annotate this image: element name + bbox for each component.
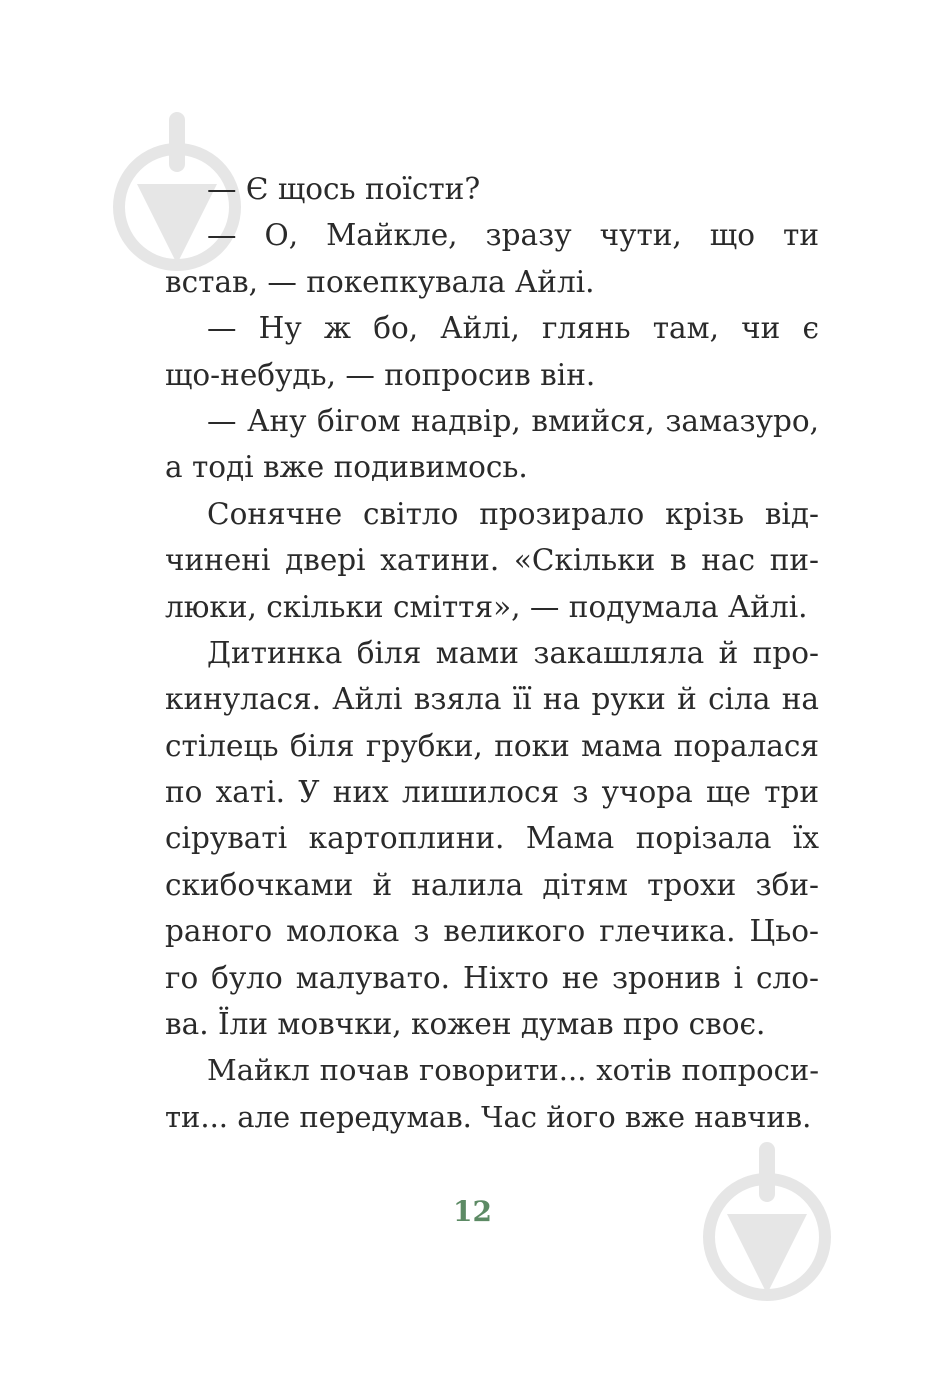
text-line: а тоді вже подивимось. <box>165 450 528 485</box>
text-line: — Ну ж бо, Айлі, глянь там, чи є <box>207 311 819 346</box>
text-line: скибочками й налила дітям трохи зби- <box>165 867 819 902</box>
text-line: встав, — покепкувала Айлі. <box>165 264 595 299</box>
text-line: ти... але передумав. Час його вже навчив. <box>165 1099 812 1134</box>
text-line: — Є щось поїсти? <box>207 172 481 206</box>
text-line: Дитинка біля мами закашляла й про- <box>207 635 819 670</box>
text-line: люки, скільки сміття», — подумала Айлі. <box>165 589 808 624</box>
text-line: сіруваті картоплини. Мама порізала їх <box>165 821 819 856</box>
page-body-text <box>165 166 819 1140</box>
text-line: Майкл почав говорити... хотів попроси- <box>207 1053 819 1088</box>
text-line: кинулася. Айлі взяла її на руки й сіла на <box>165 682 819 717</box>
page-number: 12 <box>453 1195 492 1228</box>
text-line: — Ану бігом надвір, вмийся, замазуро, <box>207 403 819 438</box>
text-line: ва. Їли мовчки, кожен думав про своє. <box>165 1007 766 1042</box>
text-line: чинені двері хатини. «Скільки в нас пи- <box>165 543 819 578</box>
text-line: раного молока з великого глечика. Цьо- <box>165 914 819 949</box>
text-line: — О, Майкле, зразу чути, що ти <box>207 218 819 253</box>
text-line: по хаті. У них лишилося з учора ще три <box>165 775 819 810</box>
text-line: стілець біля грубки, поки мама поралася <box>165 728 819 763</box>
text-line: го було малувато. Ніхто не зронив і сло- <box>165 960 819 995</box>
text-line: що-небудь, — попросив він. <box>165 357 596 392</box>
text-line: Сонячне світло прозирало крізь від- <box>207 496 819 531</box>
